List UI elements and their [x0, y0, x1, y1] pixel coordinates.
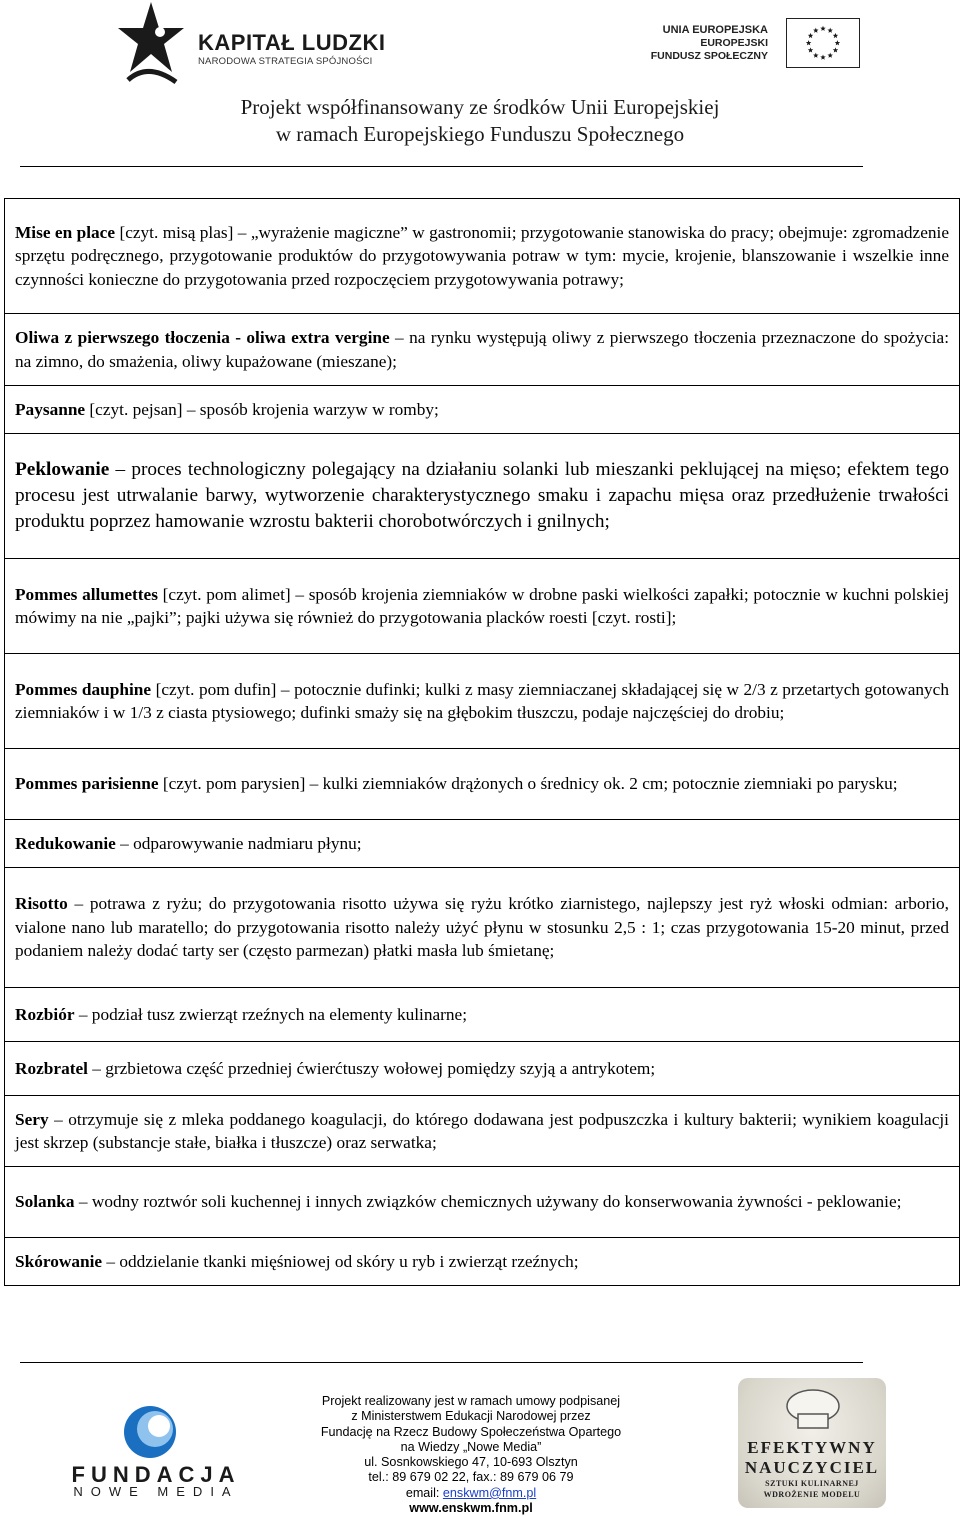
eu-star	[808, 47, 813, 52]
contact-address: ul. Sosnkowskiego 47, 10-693 Olsztyn	[364, 1455, 578, 1470]
eu-star	[806, 40, 811, 45]
kapital-ludzki-title: KAPITAŁ LUDZKI	[198, 30, 386, 55]
fnm-logo-line1: FUNDACJA	[71, 1462, 241, 1487]
fnm-swirl-icon	[122, 1404, 178, 1460]
glossary-row	[5, 1167, 960, 1238]
header-divider	[20, 166, 863, 167]
glossary-term: Risotto	[15, 894, 68, 914]
project-title-line1: Projekt współfinansowany ze środków Unii Europejskiej	[240, 95, 720, 119]
eu-star	[833, 33, 838, 38]
eu-star	[827, 53, 832, 58]
efektywny-nauczyciel-logo	[738, 1378, 886, 1508]
glossary-term: Pommes dauphine	[15, 679, 152, 699]
glossary-cell	[5, 868, 960, 988]
glossary-term: Rozbiór	[15, 1004, 75, 1024]
en-logo-line2: NAUCZYCIEL	[744, 1458, 880, 1477]
en-logo-line3: SZTUKI KULINARNEJ	[765, 1479, 859, 1488]
glossary-definition: [czyt. misą plas] – „wyrażenie magiczne” w gastronomii; przygotowanie stanowiska do pracy; obejmuje: zgromadzenie sprzętu podręcznego, przygotowanie produktów do przygotowywania potraw w tym: mycie, krojenie, blanszowanie i wszelkie inne czynności konieczne do przygotowania przed rozpoczęciem przygotowywania potrawy;	[15, 222, 949, 289]
eu-flag-icon	[786, 18, 860, 68]
glossary-definition: – oddzielanie tkanki mięśniowej od skóry u ryb i zwierząt rzeźnych;	[102, 1251, 579, 1271]
contact-block	[300, 1394, 642, 1516]
glossary-term: Paysanne	[15, 399, 86, 419]
eu-logo-text	[651, 24, 768, 63]
en-logo-line4: WDROŻENIE MODELU	[763, 1490, 861, 1499]
kapital-ludzki-subtitle: NARODOWA STRATEGIA SPÓJNOŚCI	[198, 56, 373, 67]
glossary-definition: [czyt. pom parysien] – kulki ziemniaków drążonych o średnicy ok. 2 cm; potocznie ziemniaki po parysku;	[158, 774, 898, 794]
glossary-definition: [czyt. pejsan] – sposób krojenia warzyw w romby;	[85, 399, 439, 419]
contact-email-row	[300, 1486, 642, 1501]
project-title-line2: w ramach Europejskiego Funduszu Społecznego	[275, 122, 685, 146]
glossary-row	[5, 988, 960, 1042]
glossary-row	[5, 199, 960, 314]
glossary-row	[5, 314, 960, 386]
glossary-table	[4, 198, 960, 1286]
glossary-definition: – potrawa z ryżu; do przygotowania risotto używa się ryżu krótko ziarnistego, najlepszy jest ryż włoski odmian: arborio, vialone nano lub maratello; do przygotowania risotto należy użyć płynu w stosunku 2,5 : 1; czas przygotowania 15-20 minut, przed podaniem należy dodać tarty ser (często parmezan) płatki masła lub śmietanę;	[15, 894, 949, 961]
eu-star	[813, 53, 818, 58]
glossary-cell	[5, 386, 960, 434]
eu-star	[808, 33, 813, 38]
kapital-ludzki-logo	[118, 2, 388, 86]
fnm-logo-line2: NOWE MEDIA	[73, 1484, 239, 1499]
glossary-definition: – odparowywanie nadmiaru płynu;	[115, 833, 362, 853]
glossary-definition: – grzbietowa część przedniej ćwierćtuszy wołowej pomiędzy szyją a antrykotem;	[87, 1058, 656, 1078]
glossary-cell	[5, 314, 960, 386]
glossary-cell	[5, 559, 960, 654]
glossary-term: Pommes allumettes	[15, 584, 158, 604]
glossary-term: Pommes parisienne	[15, 774, 159, 794]
email-label: email:	[405, 1485, 443, 1500]
email-link[interactable]: enskwm@fnm.pl	[442, 1485, 537, 1500]
glossary-cell	[5, 1167, 960, 1238]
glossary-term: Peklowanie	[15, 459, 110, 480]
glossary-row	[5, 868, 960, 988]
website-link[interactable]: www.enskwm.fnm.pl	[409, 1501, 533, 1516]
glossary-row	[5, 1042, 960, 1096]
glossary-row	[5, 749, 960, 820]
glossary-definition: – proces technologiczny polegający na działaniu solanki lub mieszanki peklującej na mięso; efektem tego procesu jest utrwalanie barwy, wytworzenie charakterystycznego smaku i zapachu mięsa oraz przedłużenie trwałości produktu poprzez hamowanie wzrostu bakterii chorobotwórczych i gnilnych;	[15, 459, 949, 532]
eu-star	[835, 40, 840, 45]
glossary-term: Rozbratel	[15, 1058, 88, 1078]
glossary-definition: [czyt. pom dufin] – potocznie dufinki; kulki z masy ziemniaczanej składającej się w 2/3 z przetartych gotowanych ziemniaków i w 1/3 z ciasta ptysiowego; dufinki smaży się na głębokim tłuszczu, podaje najczęściej do drobiu;	[15, 679, 949, 722]
glossary-definition: – na rynku występują oliwy z pierwszego tłoczenia przeznaczone do spożycia: na zimno, do smażenia, oliwy kupażowane (mieszane);	[15, 328, 949, 371]
project-title	[0, 94, 960, 148]
glossary-cell	[5, 820, 960, 868]
glossary-definition: [czyt. pom alimet] – sposób krojenia ziemniaków w drobne paski wielkości zapałki; potocznie w kuchni polskiej mówimy na nie „pajki”; pajki używa się również do przygotowania placków roesti [czyt. rosti];	[15, 584, 949, 627]
eu-logo	[640, 18, 860, 74]
eu-logo-line2: EUROPEJSKI	[700, 37, 768, 49]
eu-star	[827, 28, 832, 33]
contact-line2: z Ministerstwem Edukacji Narodowej przez	[351, 1409, 591, 1424]
glossary-term: Solanka	[15, 1192, 75, 1212]
glossary-row	[5, 654, 960, 749]
glossary-row	[5, 386, 960, 434]
eu-logo-line1: UNIA EUROPEJSKA	[662, 24, 768, 36]
glossary-term: Redukowanie	[15, 833, 116, 853]
glossary-cell	[5, 654, 960, 749]
contact-phone: tel.: 89 679 02 22, fax.: 89 679 06 79	[368, 1470, 574, 1485]
contact-line4: na Wiedzy „Nowe Media”	[400, 1439, 542, 1454]
glossary-term: Oliwa z pierwszego tłoczenia - oliwa extra vergine	[15, 328, 390, 347]
glossary-definition: – otrzymuje się z mleka poddanego koagulacji, do którego dodawana jest podpuszczka i kultury bakterii; wynikiem koagulacji jest skrzep (substancje stałe, białka i tłuszcze) oraz serwatka;	[15, 1109, 949, 1152]
glossary-row	[5, 820, 960, 868]
eu-star	[833, 47, 838, 52]
glossary-definition: – wodny roztwór soli kuchennej i innych związków chemicznych używany do konserwowania żywności - peklowanie;	[74, 1192, 902, 1212]
glossary-row	[5, 1096, 960, 1167]
eu-star	[813, 28, 818, 33]
en-logo-line1: EFEKTYWNY	[747, 1438, 877, 1457]
kapital-ludzki-star-icon	[118, 2, 184, 86]
glossary-row	[5, 559, 960, 654]
footer-divider	[20, 1362, 863, 1363]
glossary-cell	[5, 1042, 960, 1096]
glossary-row	[5, 434, 960, 559]
contact-line3: Fundację na Rzecz Budowy Społeczeństwa Opartego	[320, 1424, 622, 1439]
glossary-cell	[5, 199, 960, 314]
glossary-cell	[5, 1096, 960, 1167]
glossary-cell	[5, 749, 960, 820]
glossary-row	[5, 1238, 960, 1286]
glossary-cell	[5, 988, 960, 1042]
eu-star	[820, 55, 825, 60]
contact-line1: Projekt realizowany jest w ramach umowy podpisanej	[321, 1394, 621, 1408]
page-header	[0, 0, 960, 180]
eu-logo-line3: FUNDUSZ SPOŁECZNY	[650, 50, 768, 62]
eu-star	[820, 26, 825, 31]
glossary-term: Mise en place	[15, 222, 116, 242]
glossary-cell	[5, 434, 960, 559]
glossary-cell	[5, 1238, 960, 1286]
chef-hat-icon	[778, 1384, 848, 1436]
glossary-term: Skórowanie	[15, 1251, 103, 1271]
glossary-definition: – podział tusz zwierząt rzeźnych na elementy kulinarne;	[74, 1004, 468, 1024]
fundacja-nowe-media-logo	[66, 1404, 246, 1504]
glossary-term: Sery	[15, 1109, 49, 1129]
